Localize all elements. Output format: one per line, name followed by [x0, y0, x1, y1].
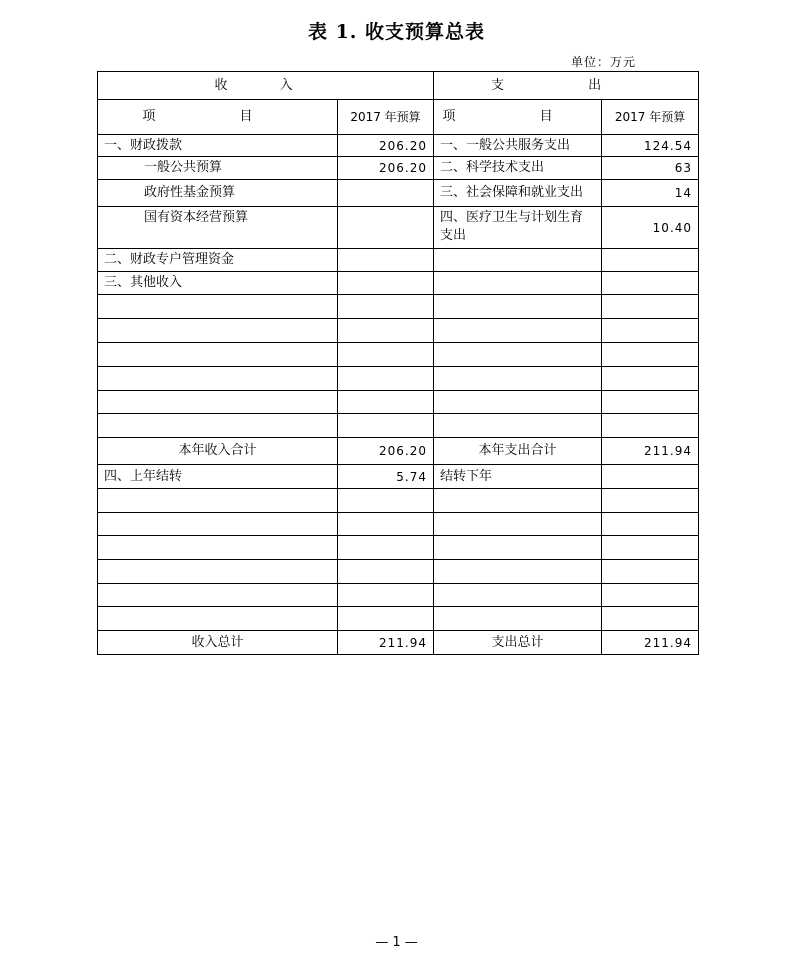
table-row	[98, 249, 699, 272]
table-row	[98, 157, 699, 180]
empty-row	[98, 367, 699, 391]
grand-total-row	[98, 631, 699, 655]
empty-row	[98, 489, 699, 513]
expense-value	[602, 249, 699, 272]
income-item: 国有资本经营预算	[98, 207, 338, 249]
expense-item: 二、科学技术支出	[434, 157, 602, 180]
income-item: 三、其他收入	[98, 272, 338, 295]
empty-row	[98, 319, 699, 343]
income-grand-total-label: 收入总计	[98, 631, 338, 655]
carry-over-label: 四、上年结转	[98, 465, 338, 489]
expense-grand-total-value: 211.94	[602, 631, 699, 655]
carry-row	[98, 465, 699, 489]
expense-item: 一、一般公共服务支出	[434, 135, 602, 157]
expense-value	[602, 272, 699, 295]
table-row	[98, 135, 699, 157]
empty-row	[98, 513, 699, 536]
empty-row	[98, 343, 699, 367]
table-row	[98, 272, 699, 295]
expense-item: 三、社会保障和就业支出	[434, 180, 602, 207]
page-title: 表 1. 收支预算总表	[307, 21, 486, 43]
carry-over-value: 5.74	[338, 465, 434, 489]
empty-row	[98, 414, 699, 438]
expense-budget-header: 2017 年预算	[602, 100, 699, 135]
income-item-header: 项 目	[98, 100, 338, 135]
income-value	[338, 180, 434, 207]
empty-row	[98, 536, 699, 560]
income-grand-total-value: 211.94	[338, 631, 434, 655]
income-item: 二、财政专户管理资金	[98, 249, 338, 272]
income-value	[338, 272, 434, 295]
expense-value: 14	[602, 180, 699, 207]
expense-item	[434, 272, 602, 295]
income-value	[338, 249, 434, 272]
group-header-row	[98, 72, 699, 100]
expense-value: 124.54	[602, 135, 699, 157]
income-budget-header: 2017 年预算	[338, 100, 434, 135]
income-value: 206.20	[338, 135, 434, 157]
column-header-row	[98, 100, 699, 135]
expense-item: 四、医疗卫生与计划生育支出	[434, 207, 602, 249]
expense-value: 63	[602, 157, 699, 180]
expense-group-header: 支 出	[434, 72, 699, 100]
income-item: 一、财政拨款	[98, 135, 338, 157]
empty-row	[98, 391, 699, 414]
expense-year-total-value: 211.94	[602, 438, 699, 465]
income-value	[338, 207, 434, 249]
empty-row	[98, 295, 699, 319]
expense-year-total-label: 本年支出合计	[434, 438, 602, 465]
expense-value: 10.40	[602, 207, 699, 249]
income-year-total-label: 本年收入合计	[98, 438, 338, 465]
page-number: — 1 —	[375, 935, 418, 950]
empty-row	[98, 560, 699, 584]
empty-row	[98, 584, 699, 607]
income-item: 一般公共预算	[98, 157, 338, 180]
income-value: 206.20	[338, 157, 434, 180]
income-group-header: 收 入	[98, 72, 434, 100]
year-total-row	[98, 438, 699, 465]
budget-table	[97, 71, 699, 655]
expense-item	[434, 249, 602, 272]
income-item: 政府性基金预算	[98, 180, 338, 207]
expense-grand-total-label: 支出总计	[434, 631, 602, 655]
expense-item-header: 项 目	[434, 100, 602, 135]
table-row	[98, 180, 699, 207]
table-row	[98, 207, 699, 249]
unit-label: 单位：万元	[571, 55, 637, 69]
carry-forward-label: 结转下年	[434, 465, 602, 489]
empty-row	[98, 607, 699, 631]
income-year-total-value: 206.20	[338, 438, 434, 465]
carry-forward-value	[602, 465, 699, 489]
